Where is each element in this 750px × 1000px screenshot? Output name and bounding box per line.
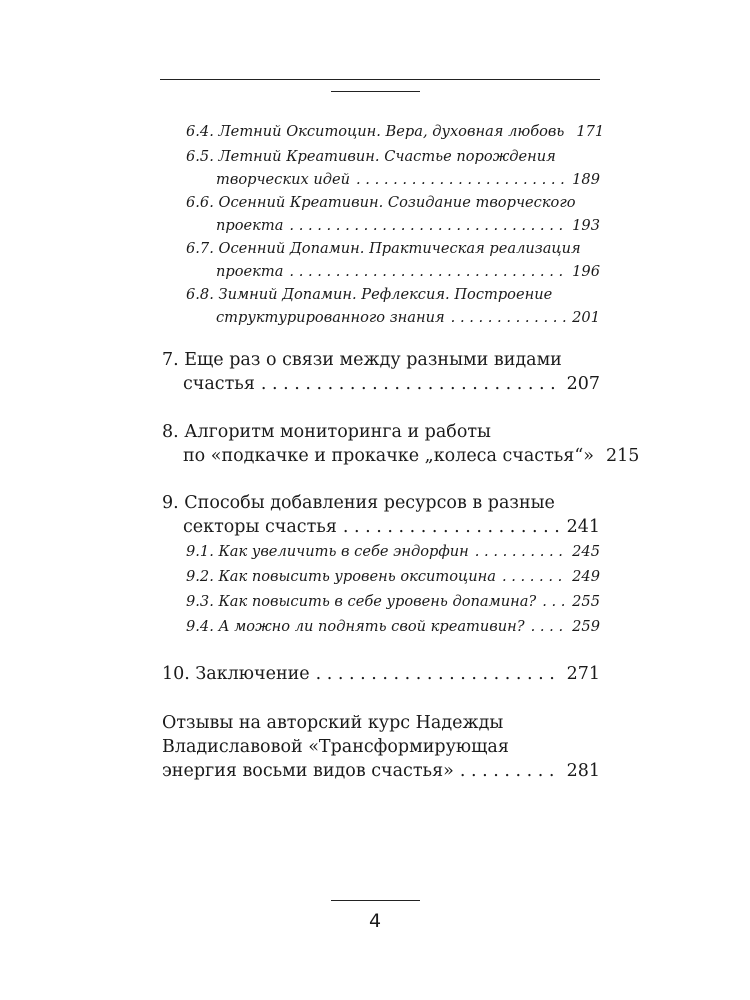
toc-entry-text: 10. Заключение — [162, 664, 310, 684]
toc-page-number: 215 — [606, 446, 640, 466]
dot-leader — [475, 540, 566, 563]
dot-leader — [356, 168, 566, 191]
toc-page-number: 193 — [572, 217, 600, 234]
toc-page-number: 241 — [566, 517, 600, 537]
footer-rule — [331, 900, 420, 901]
toc-entry-text: 9.1. Как увеличить в себе эндорфин — [186, 543, 469, 560]
toc-entry-text: 6.8. Зимний Допамин. Рефлексия. Построение — [186, 286, 553, 303]
toc-page-number: 271 — [566, 664, 600, 684]
dot-leader — [460, 759, 561, 783]
toc-entry-6-6[interactable] — [0, 191, 600, 237]
toc-entry-text: 9.3. Как повысить в себе уровень допамина? — [186, 593, 537, 610]
dot-leader — [343, 515, 561, 539]
toc-entry-10[interactable] — [0, 662, 600, 686]
toc-page-number: 189 — [572, 171, 600, 188]
dot-leader — [316, 662, 561, 686]
toc-page-number: 245 — [572, 543, 600, 560]
toc-entry-text-cont: проекта — [216, 217, 284, 234]
toc-entry-text: 6.5. Летний Креативин. Счастье порождения — [186, 148, 556, 165]
toc-page-number: 171 — [576, 123, 605, 140]
toc-entry-text: 9.4. А можно ли поднять свой креативин? — [186, 618, 525, 635]
toc-entry-6-7[interactable] — [0, 237, 600, 283]
toc-entry-6-4[interactable] — [0, 120, 605, 143]
toc-entry-9-4[interactable] — [0, 615, 600, 638]
toc-entry-9-3[interactable] — [0, 590, 600, 613]
dot-leader — [261, 372, 561, 396]
toc-entry-6-5[interactable] — [0, 145, 600, 191]
dot-leader — [451, 306, 566, 329]
toc-entry-9-2[interactable] — [0, 565, 600, 588]
toc-page-number: 196 — [572, 263, 600, 280]
toc-entry-text-cont: проекта — [216, 263, 284, 280]
dot-leader — [502, 565, 566, 588]
dot-leader — [289, 260, 566, 283]
toc-entry-text-cont: счастья — [183, 374, 255, 394]
toc-entry-8[interactable] — [0, 420, 640, 468]
toc-entry-text-cont: структурированного знания — [216, 309, 445, 326]
toc-entry-7[interactable] — [0, 348, 600, 396]
toc-entry-text: 8. Алгоритм мониторинга и работы — [162, 422, 491, 442]
toc-entry-6-8[interactable] — [0, 283, 600, 329]
toc-entry-text-cont: Владиславовой «Трансформирующая — [162, 737, 509, 757]
toc-entry-text: 6.6. Осенний Креативин. Созидание творческого — [186, 194, 576, 211]
toc-entry-text-cont: по «подкачке и прокачке „колеса счастья“» — [183, 446, 594, 466]
header-rule — [160, 79, 600, 80]
toc-entry-text: 6.7. Осенний Допамин. Практическая реализация — [186, 240, 581, 257]
toc-entry-text: 9. Способы добавления ресурсов в разные — [162, 493, 555, 513]
toc-entry-9[interactable] — [0, 491, 600, 539]
page-number: 4 — [368, 910, 382, 932]
toc-page-number: 249 — [572, 568, 600, 585]
toc-entry-text: 9.2. Как повысить уровень окситоцина — [186, 568, 496, 585]
toc-page-number: 201 — [572, 309, 600, 326]
toc-page-number: 255 — [572, 593, 600, 610]
toc-entry-text: 7. Еще раз о связи между разными видами — [162, 350, 562, 370]
toc-entry-9-1[interactable] — [0, 540, 600, 563]
toc-entry-text-cont: творческих идей — [216, 171, 351, 188]
toc-page-number: 281 — [566, 761, 600, 781]
toc-entry-text: 6.4. Летний Окситоцин. Вера, духовная любовь — [186, 123, 565, 140]
dot-leader — [289, 214, 566, 237]
toc-entry-reviews[interactable] — [0, 711, 600, 783]
toc-page-number: 207 — [566, 374, 600, 394]
toc-entry-text-cont: секторы счастья — [183, 517, 337, 537]
toc-entry-text: Отзывы на авторский курс Надежды — [162, 713, 504, 733]
toc-page-number: 259 — [572, 618, 600, 635]
dot-leader — [542, 590, 566, 613]
header-short-rule — [331, 91, 420, 92]
dot-leader — [531, 615, 567, 638]
toc-entry-text-cont: энергия восьми видов счастья» — [162, 761, 454, 781]
